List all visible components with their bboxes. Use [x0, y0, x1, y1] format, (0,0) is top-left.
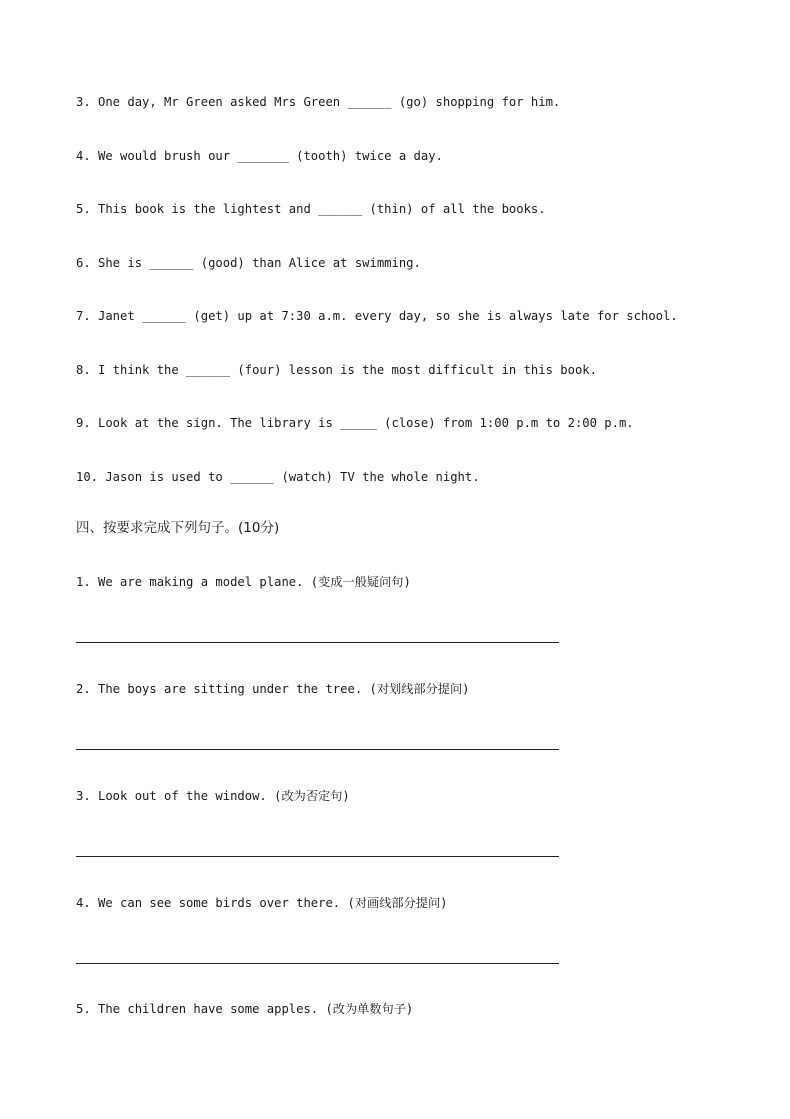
- question-5: 5. This book is the lightest and ______ (thin) of all the books.: [76, 202, 546, 216]
- rewrite-question-5: 5. The children have some apples. (改为单数句子): [76, 1002, 414, 1016]
- answer-line-4[interactable]: [76, 963, 559, 964]
- question-7: 7. Janet ______ (get) up at 7:30 a.m. every day, so she is always late for school.: [76, 309, 678, 323]
- rewrite-question-2: 2. The boys are sitting under the tree. (对划线部分提问): [76, 682, 470, 696]
- rewrite-question-3: 3. Look out of the window. (改为否定句): [76, 789, 350, 803]
- answer-line-3[interactable]: [76, 856, 559, 857]
- question-4: 4. We would brush our _______ (tooth) twice a day.: [76, 149, 443, 163]
- question-10: 10. Jason is used to ______ (watch) TV the whole night.: [76, 470, 480, 484]
- question-9: 9. Look at the sign. The library is _____ (close) from 1:00 p.m to 2:00 p.m.: [76, 416, 634, 430]
- rewrite-question-4: 4. We can see some birds over there. (对画线部分提问): [76, 896, 448, 910]
- question-6: 6. She is ______ (good) than Alice at swimming.: [76, 256, 421, 270]
- answer-line-1[interactable]: [76, 642, 559, 643]
- question-8: 8. I think the ______ (four) lesson is the most difficult in this book.: [76, 363, 597, 377]
- rewrite-question-1: 1. We are making a model plane. (变成一般疑问句): [76, 575, 411, 589]
- question-3: 3. One day, Mr Green asked Mrs Green ______ (go) shopping for him.: [76, 95, 561, 109]
- section-4-heading: 四、按要求完成下列句子。(10分): [76, 520, 280, 536]
- answer-line-2[interactable]: [76, 749, 559, 750]
